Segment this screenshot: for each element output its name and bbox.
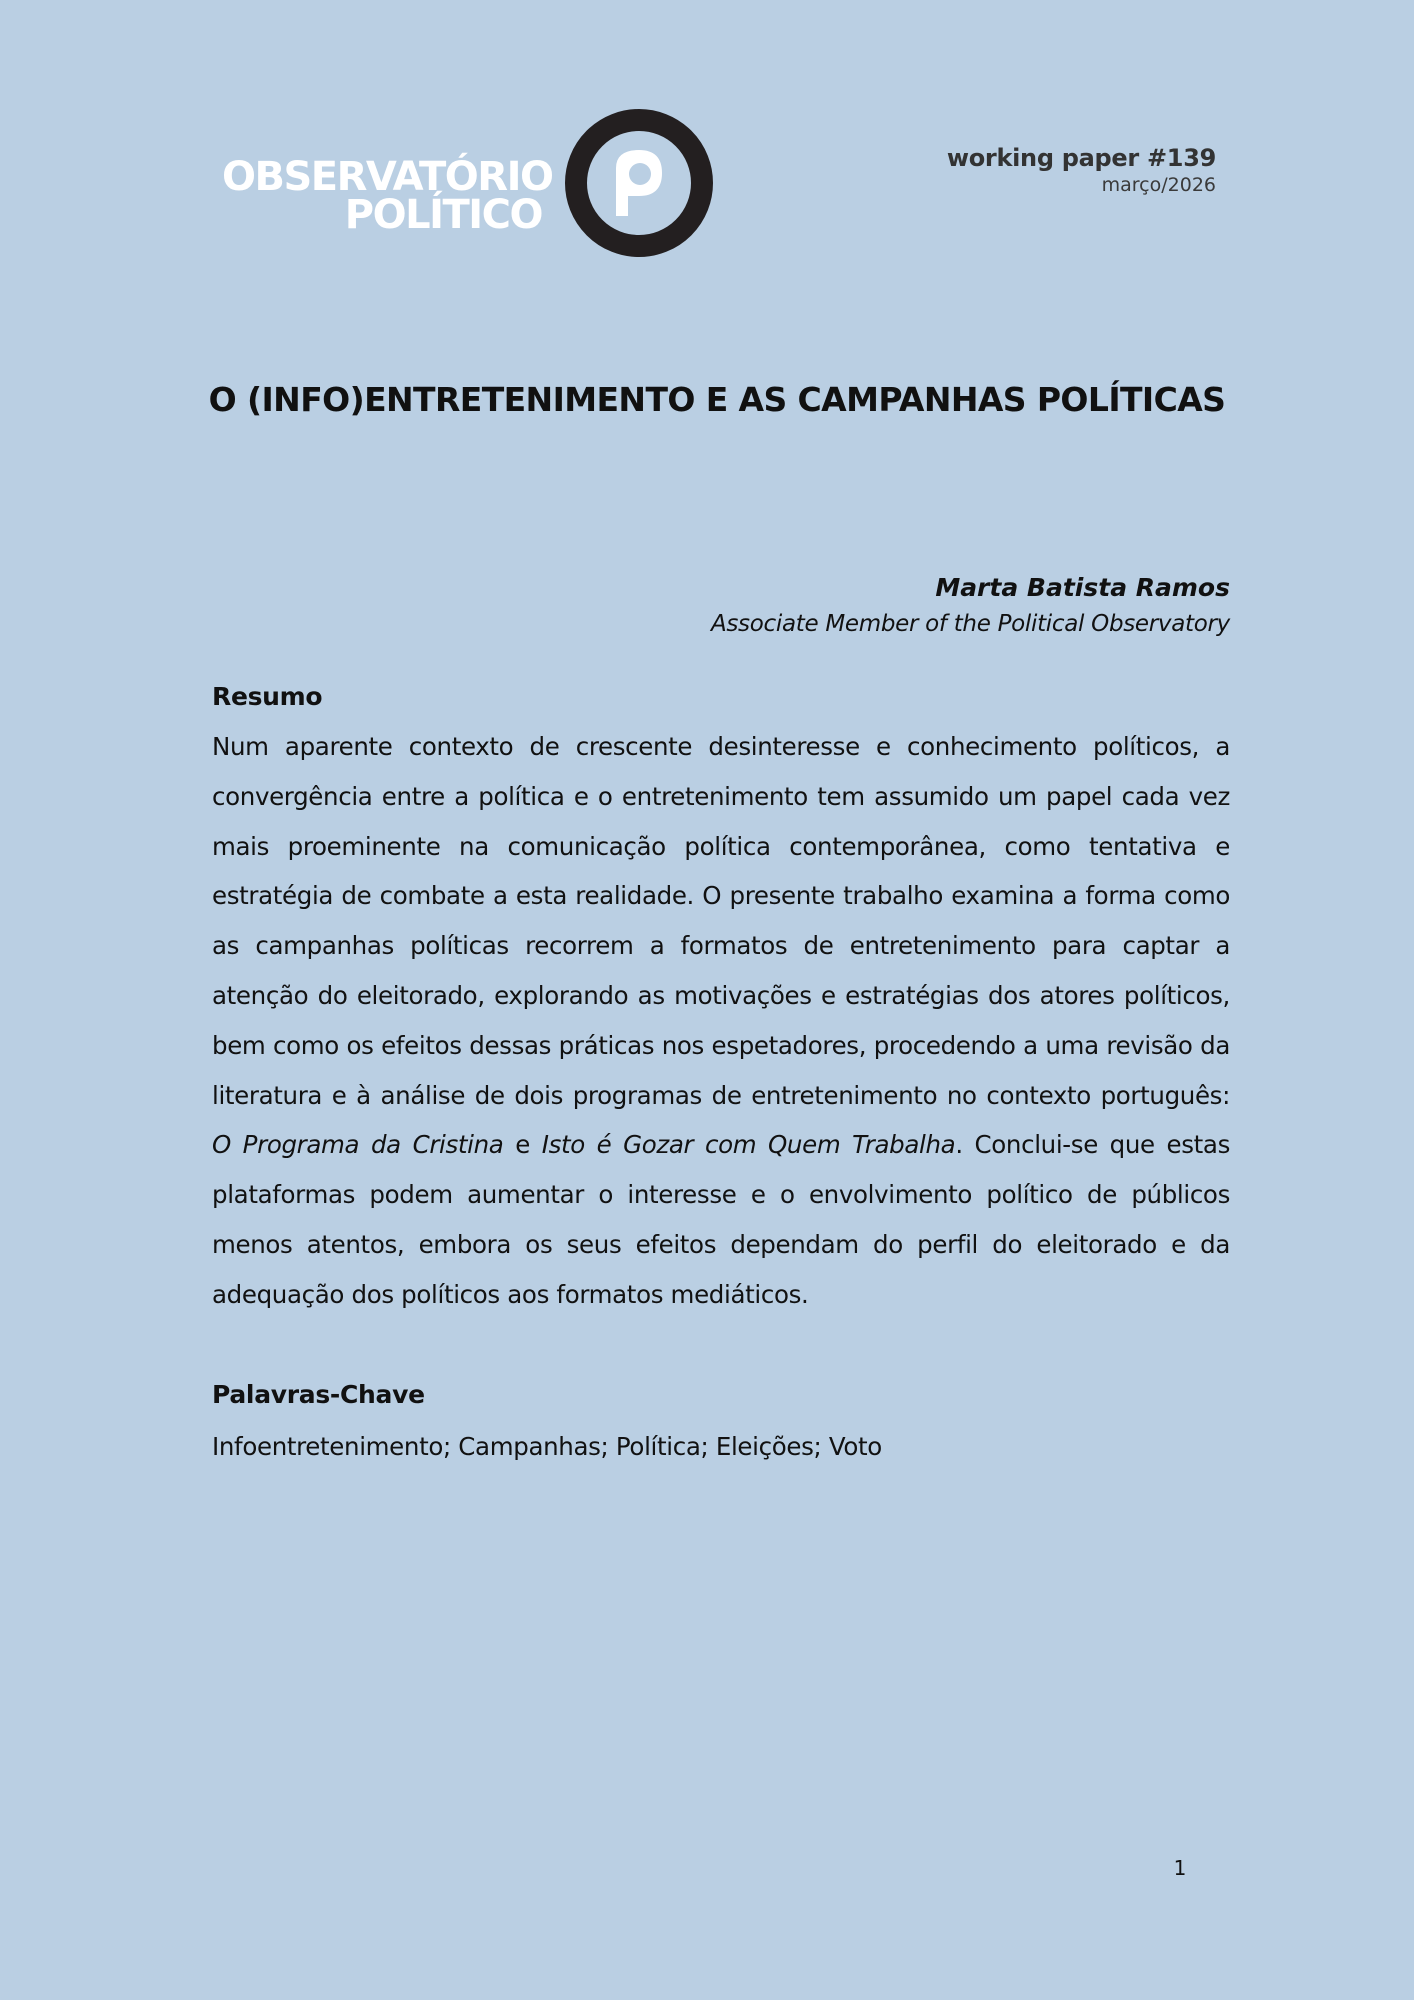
abstract-text-before: Num aparente contexto de crescente desinteresse e conhecimento políticos, a convergência entre a política e o entretenimento tem assumido um papel cada vez mais proeminente na comunicação política contemporânea, como tentativa e estratégia de combate a esta realidade. O presente trabalho examina a forma como as campanhas políticas recorrem a formatos de entretenimento para captar a atenção do eleitorado, explorando as motivações e estratégias dos atores políticos, bem como os efeitos dessas práticas nos espetadores, procedendo a uma revisão da literatura e à análise de dois programas de entretenimento no contexto português: xyxy=(212,732,1230,1110)
abstract-text xyxy=(212,722,1230,1320)
logo-wordmark xyxy=(222,154,553,238)
author-affiliation: Associate Member of the Political Observatory xyxy=(710,611,1230,637)
keywords-heading: Palavras-Chave xyxy=(212,1380,425,1409)
author-block xyxy=(711,570,1230,642)
working-paper-number: working paper #139 xyxy=(946,144,1216,172)
abstract-connector: e xyxy=(503,1130,542,1160)
abstract-heading: Resumo xyxy=(212,682,323,711)
logo-line-2: POLÍTICO xyxy=(344,192,542,238)
program-title-1: O Programa da Cristina xyxy=(212,1130,504,1160)
logo-line-1: OBSERVATÓRIO xyxy=(222,154,553,200)
abstract-text-after: . Conclui-se que estas plataformas podem aumentar o interesse e o envolvimento político de públicos menos atentos, embora os seus efeitos dependam do perfil do eleitorado e da adequação dos políticos aos formatos mediáticos. xyxy=(212,1130,1230,1309)
observatorio-politico-logo xyxy=(222,108,702,258)
author-name: Marta Batista Ramos xyxy=(935,573,1230,602)
page-number: 1 xyxy=(1173,1856,1187,1880)
paper-title: O (INFO)ENTRETENIMENTO E AS CAMPANHAS POLÍTICAS xyxy=(208,380,1226,419)
publication-date: março/2026 xyxy=(1101,174,1216,196)
observatorio-p-ring-icon xyxy=(564,108,714,258)
program-title-2: Isto é Gozar com Quem Trabalha xyxy=(541,1130,956,1160)
keywords-text: Infoentretenimento; Campanhas; Política; Eleições; Voto xyxy=(212,1432,882,1461)
paper-meta xyxy=(947,143,1216,197)
